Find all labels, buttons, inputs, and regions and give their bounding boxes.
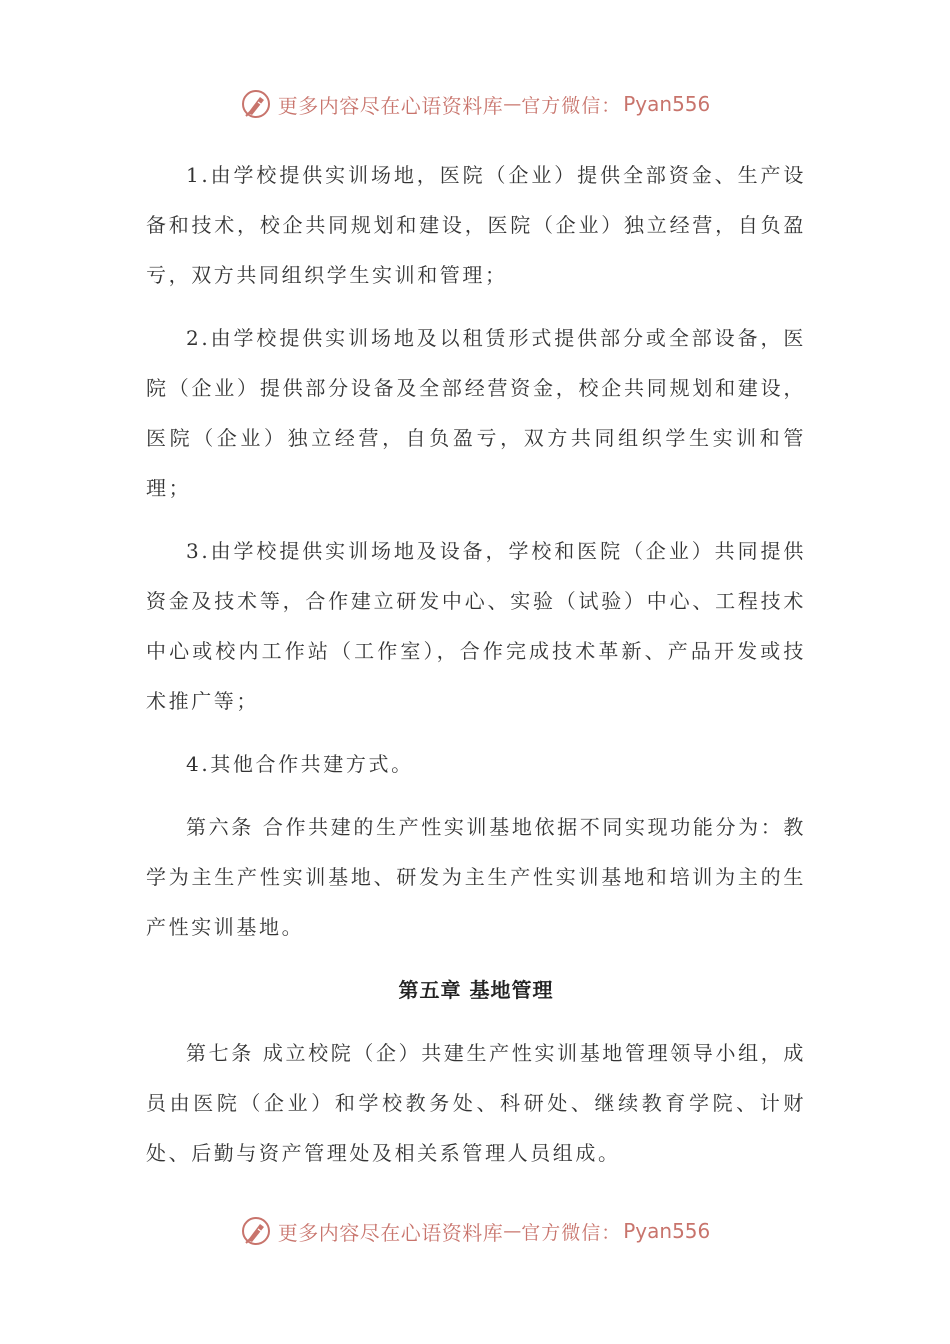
- watermark-wechat-id: Pyan556: [623, 1219, 711, 1243]
- watermark-wechat-id: Pyan556: [623, 92, 711, 116]
- pen-nib-logo-icon: [240, 1215, 272, 1247]
- pen-nib-logo-icon: [240, 88, 272, 120]
- watermark-brand: 更多内容尽在心语资料库: [277, 93, 504, 118]
- paragraph-item-4: 4.其他合作共建方式。: [186, 752, 414, 776]
- watermark-wechat-label: 官方微信：: [521, 94, 622, 117]
- watermark-wechat-label: 官方微信：: [521, 1221, 622, 1244]
- paragraph-item-2: 2.由学校提供实训场地及以租赁形式提供部分或全部设备，医院（企业）提供部分设备及全部经营资金，校企共同规划和建设，医院（企业）独立经营，自负盈亏，双方共同组织学生实训和管理；: [146, 326, 806, 500]
- watermark-brand: 更多内容尽在心语资料库: [277, 1220, 504, 1245]
- chapter-heading: 第五章 基地管理: [398, 978, 554, 1002]
- paragraph-item-3: 3.由学校提供实训场地及设备，学校和医院（企业）共同提供资金及技术等，合作建立研发中心、实验（试验）中心、工程技术中心或校内工作站（工作室），合作完成技术革新、产品开发或技术推广等；: [146, 539, 806, 713]
- watermark-separator: —: [503, 93, 522, 115]
- paragraph-article-7: 第七条 成立校院（企）共建生产性实训基地管理领导小组，成员由医院（企业）和学校教务处、科研处、继续教育学院、计财处、后勤与资产管理处及相关系管理人员组成。: [146, 1041, 806, 1165]
- header-watermark: [0, 84, 950, 124]
- document-body: [146, 150, 806, 1191]
- watermark-separator: —: [503, 1220, 522, 1242]
- paragraph-item-1: 1.由学校提供实训场地，医院（企业）提供全部资金、生产设备和技术，校企共同规划和建设，医院（企业）独立经营，自负盈亏，双方共同组织学生实训和管理；: [146, 163, 806, 287]
- paragraph-article-6: 第六条 合作共建的生产性实训基地依据不同实现功能分为：教学为主生产性实训基地、研发为主生产性实训基地和培训为主的生产性实训基地。: [146, 815, 806, 939]
- footer-watermark: [0, 1211, 950, 1251]
